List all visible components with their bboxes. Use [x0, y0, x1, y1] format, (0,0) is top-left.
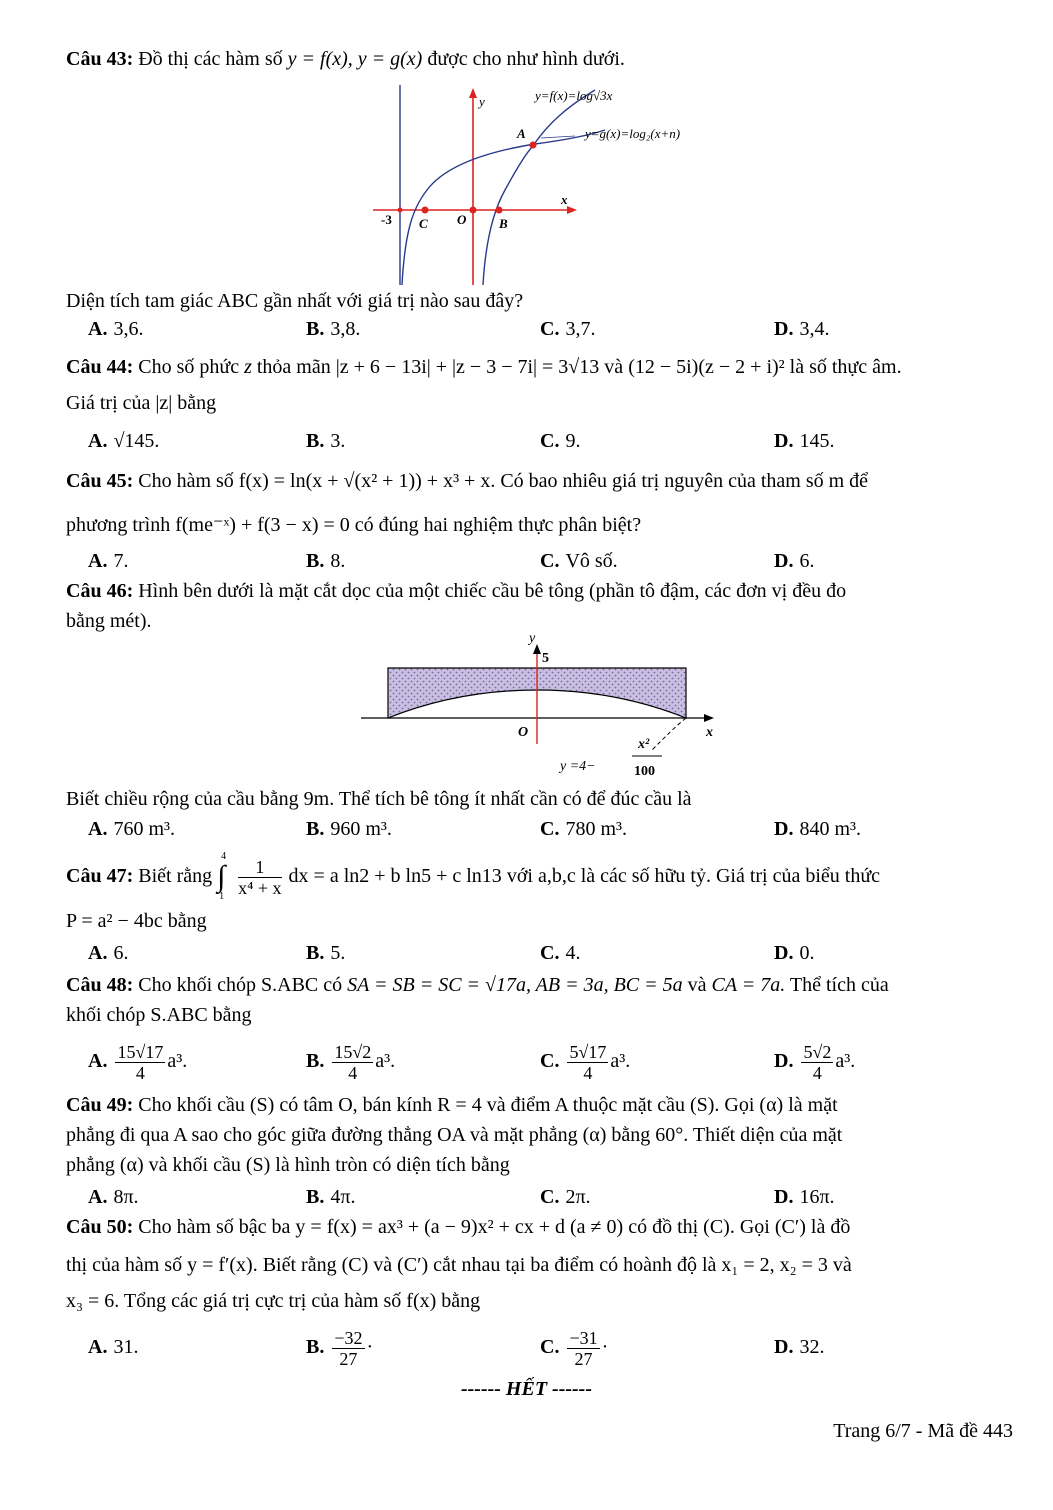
q44-option-d-key: D. [774, 430, 794, 452]
q46-line2: bằng mét). [66, 610, 152, 632]
q43-funcs: y = f(x), y = g(x) [287, 48, 423, 70]
q46-curve-den: 100 [634, 764, 655, 779]
q45-text-b: . Có bao nhiêu giá trị nguyên của tham số m để [490, 470, 869, 492]
q50-option-b-frac [332, 1328, 364, 1369]
q46-x-label: x [706, 725, 713, 740]
q44-eq1: |z + 6 − 13i| + |z − 3 − 7i| = 3√13 [335, 356, 600, 378]
q45-option-c[interactable] [540, 546, 618, 576]
question-43 [66, 44, 1026, 74]
q50-label: Câu 50: [66, 1216, 134, 1238]
q43-option-d-key: D. [774, 318, 794, 340]
q47-option-c-key: C. [540, 942, 560, 964]
q46-curve-prefix: y =4− [560, 759, 596, 774]
q47-option-a-key: A. [88, 942, 108, 964]
q48-line2: khối chóp S.ABC bằng [66, 1004, 252, 1026]
q48-eq2: CA = 7a. [711, 974, 786, 996]
q48-option-c[interactable] [540, 1036, 630, 1086]
q48-option-b-key: B. [306, 1050, 325, 1072]
q46-option-b-key: B. [306, 818, 325, 840]
q43-graph [365, 80, 725, 290]
q50-line3: x₃ = 6. Tổng các giá trị cực trị của hàm số f(x) bằng [66, 1290, 481, 1312]
q50-option-c-den: 27 [574, 1348, 593, 1369]
q45-option-d[interactable] [774, 546, 814, 576]
q43-text-b: được cho như hình dưới. [427, 48, 625, 70]
q44-option-a-text: √145. [113, 430, 160, 452]
q50-option-b-key: B. [306, 1336, 325, 1358]
q45-option-a-key: A. [88, 550, 108, 572]
q45-option-b-text: 8. [330, 550, 346, 572]
q47-option-b[interactable] [306, 938, 345, 968]
q43-point-tick [398, 208, 403, 213]
q48-option-d-key: D. [774, 1050, 794, 1072]
q43-text-a: Đồ thị các hàm số [138, 48, 283, 70]
q46-line1: Hình bên dưới là mặt cắt dọc của một chiếc cầu bê tông (phần tô đậm, các đơn vị đều đo [138, 580, 847, 602]
q50-option-c[interactable] [540, 1322, 608, 1372]
q47-option-d-key: D. [774, 942, 794, 964]
q46-label: Câu 46: [66, 580, 134, 602]
q48-option-d[interactable] [774, 1036, 855, 1086]
q48-label: Câu 48: [66, 974, 134, 996]
q46-option-d-text: 840 m³. [799, 818, 862, 840]
q48-options [88, 1036, 1018, 1086]
q46-bridge-figure [356, 632, 736, 782]
q49-line3: phẳng (α) và khối cầu (S) là hình tròn có diện tích bằng [66, 1154, 510, 1176]
q43-prompt: Diện tích tam giác ABC gần nhất với giá trị nào sau đây? [66, 290, 524, 312]
q47-option-c[interactable] [540, 938, 580, 968]
question-44 [66, 352, 1026, 418]
q47-integral-sign: ∫ [217, 860, 226, 894]
q47-line2: P = a² − 4bc bằng [66, 910, 207, 932]
q50-option-d[interactable] [774, 1322, 824, 1372]
q44-option-a[interactable] [88, 426, 159, 456]
q46-x-arrow-icon [704, 714, 714, 722]
q48-option-c-num: 5√17 [569, 1041, 607, 1062]
q43-C-label: C [419, 216, 428, 231]
q49-option-c-text: 2π. [565, 1186, 591, 1208]
q46-option-d[interactable] [774, 814, 861, 844]
q46-option-a-key: A. [88, 818, 108, 840]
q48-option-d-tail: a³. [835, 1050, 856, 1072]
q50-option-c-tail: · [601, 1336, 609, 1358]
q45-option-a[interactable] [88, 546, 128, 576]
q47-option-b-text: 5. [330, 942, 346, 964]
q48-option-a-tail: a³. [167, 1050, 188, 1072]
q48-option-a-num: 15√17 [117, 1041, 164, 1062]
question-48 [66, 970, 1026, 1030]
q43-options [88, 314, 1018, 344]
q48-eq: SA = SB = SC = √17a, AB = 3a, BC = 5a [347, 974, 683, 996]
q46-curve-extension [652, 718, 686, 750]
q46-options [88, 814, 1018, 844]
q49-option-d-key: D. [774, 1186, 794, 1208]
q43-x-label: x [561, 192, 568, 207]
q47-fraction [238, 857, 281, 898]
q50-options [88, 1322, 1018, 1372]
q47-option-c-text: 4. [565, 942, 581, 964]
q45-options [88, 546, 1018, 576]
q47-label: Câu 47: [66, 865, 134, 887]
q50-option-c-num: −31 [569, 1327, 598, 1348]
q49-option-c-key: C. [540, 1186, 560, 1208]
q43-point-O [470, 207, 477, 214]
q45-option-d-text: 6. [799, 550, 815, 572]
q43-option-b-text: 3,8. [330, 318, 361, 340]
q44-label: Câu 44: [66, 356, 134, 378]
q44-text-a: Cho số phức [138, 356, 240, 378]
q46-option-d-key: D. [774, 818, 794, 840]
q48-option-a[interactable] [88, 1036, 187, 1086]
q46-option-c-text: 780 m³. [565, 818, 628, 840]
q45-text-c: phương trình [66, 514, 171, 536]
q47-int-upper: 4 [221, 851, 227, 863]
q50-option-b-tail: · [366, 1336, 374, 1358]
q43-option-c-text: 3,7. [565, 318, 596, 340]
question-45 [66, 466, 1026, 540]
q48-option-b[interactable] [306, 1036, 395, 1086]
q43-option-b-key: B. [306, 318, 325, 340]
question-50 [66, 1212, 1026, 1316]
q43-f-label: y=f(x)=log√3x [535, 88, 613, 103]
q50-option-d-text: 32. [799, 1336, 825, 1358]
q48-option-a-frac [115, 1042, 165, 1083]
q45-option-a-text: 7. [113, 550, 129, 572]
q43-g-curve [402, 130, 605, 285]
q47-option-a-text: 6. [113, 942, 129, 964]
q48-option-d-num: 5√2 [803, 1041, 832, 1062]
q44-text-b: thỏa mãn [256, 356, 331, 378]
q44-option-d-text: 145. [799, 430, 835, 452]
q49-line2: phẳng đi qua A sao cho góc giữa đường thẳng OA và mặt phẳng (α) bằng 60°. Thiết diện của mặt [66, 1124, 843, 1146]
q43-option-c-key: C. [540, 318, 560, 340]
q44-option-b[interactable] [306, 426, 345, 456]
q48-and: và [687, 974, 707, 996]
q44-option-c-key: C. [540, 430, 560, 452]
q44-eq2: (12 − 5i)(z − 2 + i)² [628, 356, 785, 378]
q44-text-c: là số thực âm. [789, 356, 902, 378]
q43-option-c[interactable] [540, 314, 595, 344]
q47-text-b: dx = a ln2 + b ln5 + c ln13 [288, 865, 502, 887]
q44-option-b-key: B. [306, 430, 325, 452]
q50-option-a-key: A. [88, 1336, 108, 1358]
q48-option-b-frac [332, 1042, 373, 1083]
q47-option-d[interactable] [774, 938, 814, 968]
q44-option-b-text: 3. [330, 430, 346, 452]
q48-option-d-frac [801, 1042, 833, 1083]
q50-option-b-num: −32 [334, 1327, 363, 1348]
q43-O-label: O [457, 212, 467, 227]
q48-option-b-num: 15√2 [334, 1041, 372, 1062]
q48-option-c-key: C. [540, 1050, 560, 1072]
q44-z: z [244, 356, 252, 378]
q48-option-b-tail: a³. [375, 1050, 396, 1072]
q49-option-d[interactable] [774, 1182, 835, 1212]
q43-option-b[interactable] [306, 314, 360, 344]
q46-option-b-text: 960 m³. [330, 818, 392, 840]
q49-option-d-text: 16π. [799, 1186, 835, 1208]
q49-option-a[interactable] [88, 1182, 139, 1212]
q48-option-c-tail: a³. [610, 1050, 631, 1072]
q43-f-curve [483, 90, 595, 285]
q43-g-leader [541, 136, 575, 138]
q43-prompt-row [66, 286, 1026, 316]
q47-text-a: Biết rằng [138, 865, 213, 887]
q50-line1: Cho hàm số bậc ba y = f(x) = ax³ + (a − 9)x² + cx + d (a ≠ 0) có đồ thị (C). Gọi (C′) là đồ [138, 1216, 851, 1238]
q45-label: Câu 45: [66, 470, 134, 492]
q46-prompt-row [66, 784, 1026, 814]
q45-option-b[interactable] [306, 546, 345, 576]
q43-point-B [496, 207, 503, 214]
q48-option-b-den: 4 [348, 1062, 358, 1083]
q43-option-a-key: A. [88, 318, 108, 340]
q43-point-A [530, 142, 537, 149]
q45-text-a: Cho hàm số [138, 470, 234, 492]
q48-option-a-key: A. [88, 1050, 108, 1072]
q43-y-arrow-icon [469, 88, 477, 98]
q46-option-a[interactable] [88, 814, 175, 844]
q47-text-c: với a,b,c là các số hữu tỷ. Giá trị của biểu thức [506, 865, 881, 887]
page-footer: Trang 6/7 - Mã đề 443 [833, 1420, 1013, 1442]
q46-prompt: Biết chiều rộng của cầu bằng 9m. Thể tích bê tông ít nhất cần có để đúc cầu là [66, 788, 692, 810]
q45-option-b-key: B. [306, 550, 325, 572]
q50-option-c-frac [567, 1328, 599, 1369]
q43-option-a[interactable] [88, 314, 143, 344]
q50-option-b[interactable] [306, 1322, 373, 1372]
q46-top-value: 5 [542, 651, 549, 666]
q48-text-a: Cho khối chóp S.ABC có [138, 974, 343, 996]
q49-options [88, 1182, 1018, 1212]
q43-A-label: A [517, 126, 526, 141]
question-46 [66, 576, 1026, 636]
q47-option-a[interactable] [88, 938, 128, 968]
q44-options [88, 426, 1018, 456]
q48-text-b: Thể tích của [789, 974, 889, 996]
q49-option-b[interactable] [306, 1182, 355, 1212]
q50-line2: thị của hàm số y = f′(x). Biết rằng (C) và (C′) cắt nhau tại ba điểm có hoành độ là x₁ = 2, x₂ = 3 và [66, 1254, 852, 1276]
q45-option-c-key: C. [540, 550, 560, 572]
q50-option-c-key: C. [540, 1336, 560, 1358]
q46-option-a-text: 760 m³. [113, 818, 176, 840]
q43-y-label: y [479, 94, 485, 109]
q46-curve-num: x² [638, 737, 650, 752]
q45-option-d-key: D. [774, 550, 794, 572]
q46-option-b[interactable] [306, 814, 392, 844]
q47-option-b-key: B. [306, 942, 325, 964]
q43-point-C [422, 207, 429, 214]
q43-B-label: B [499, 216, 508, 231]
q49-option-c[interactable] [540, 1182, 591, 1212]
q44-option-d[interactable] [774, 426, 834, 456]
q49-label: Câu 49: [66, 1094, 134, 1116]
q50-option-a-text: 31. [113, 1336, 139, 1358]
q49-option-b-text: 4π. [330, 1186, 356, 1208]
q43-label: Câu 43: [66, 48, 134, 70]
q43-x-arrow-icon [567, 206, 577, 214]
q47-int-lower: 1 [219, 891, 225, 903]
q46-y-label: y [529, 632, 536, 646]
q48-option-c-frac [567, 1042, 608, 1083]
q47-options [88, 938, 1018, 968]
end-marker: ------ HẾT ------ [460, 1378, 593, 1400]
q44-and: và [604, 356, 624, 378]
q44-option-c-text: 9. [565, 430, 581, 452]
q45-text-d: có đúng hai nghiệm thực phân biệt? [354, 514, 642, 536]
question-47 [66, 852, 1026, 936]
q46-origin-label: O [518, 725, 529, 740]
q45-eq: f(me⁻ˣ) + f(3 − x) = 0 [175, 514, 350, 536]
q49-option-a-text: 8π. [113, 1186, 139, 1208]
q44-option-c[interactable] [540, 426, 580, 456]
q45-func: f(x) = ln(x + √(x² + 1)) + x³ + x [238, 470, 491, 492]
q49-option-b-key: B. [306, 1186, 325, 1208]
q45-option-c-text: Vô số. [565, 550, 618, 572]
q43-option-a-text: 3,6. [113, 318, 144, 340]
q43-tick-label: -3 [381, 212, 392, 227]
q43-option-d[interactable] [774, 314, 829, 344]
q47-integral [217, 851, 231, 903]
q46-option-c-key: C. [540, 818, 560, 840]
question-49 [66, 1090, 1026, 1180]
q50-option-b-den: 27 [339, 1348, 358, 1369]
q43-option-d-text: 3,4. [799, 318, 830, 340]
q48-option-c-den: 4 [583, 1062, 593, 1083]
q48-option-d-den: 4 [812, 1062, 822, 1083]
q50-option-a[interactable] [88, 1322, 138, 1372]
q43-g-label: y=g(x)=log₂(x+n) [585, 126, 681, 141]
q49-line1: Cho khối cầu (S) có tâm O, bán kính R = 4 và điểm A thuộc mặt cầu (S). Gọi (α) là mặt [138, 1094, 838, 1116]
q47-int-den: x⁴ + x [238, 877, 282, 898]
q46-option-c[interactable] [540, 814, 627, 844]
q44-line2: Giá trị của |z| bằng [66, 392, 217, 414]
q48-option-a-den: 4 [135, 1062, 145, 1083]
q47-int-num: 1 [238, 857, 281, 878]
q44-option-a-key: A. [88, 430, 108, 452]
q47-option-d-text: 0. [799, 942, 815, 964]
q50-option-d-key: D. [774, 1336, 794, 1358]
q49-option-a-key: A. [88, 1186, 108, 1208]
